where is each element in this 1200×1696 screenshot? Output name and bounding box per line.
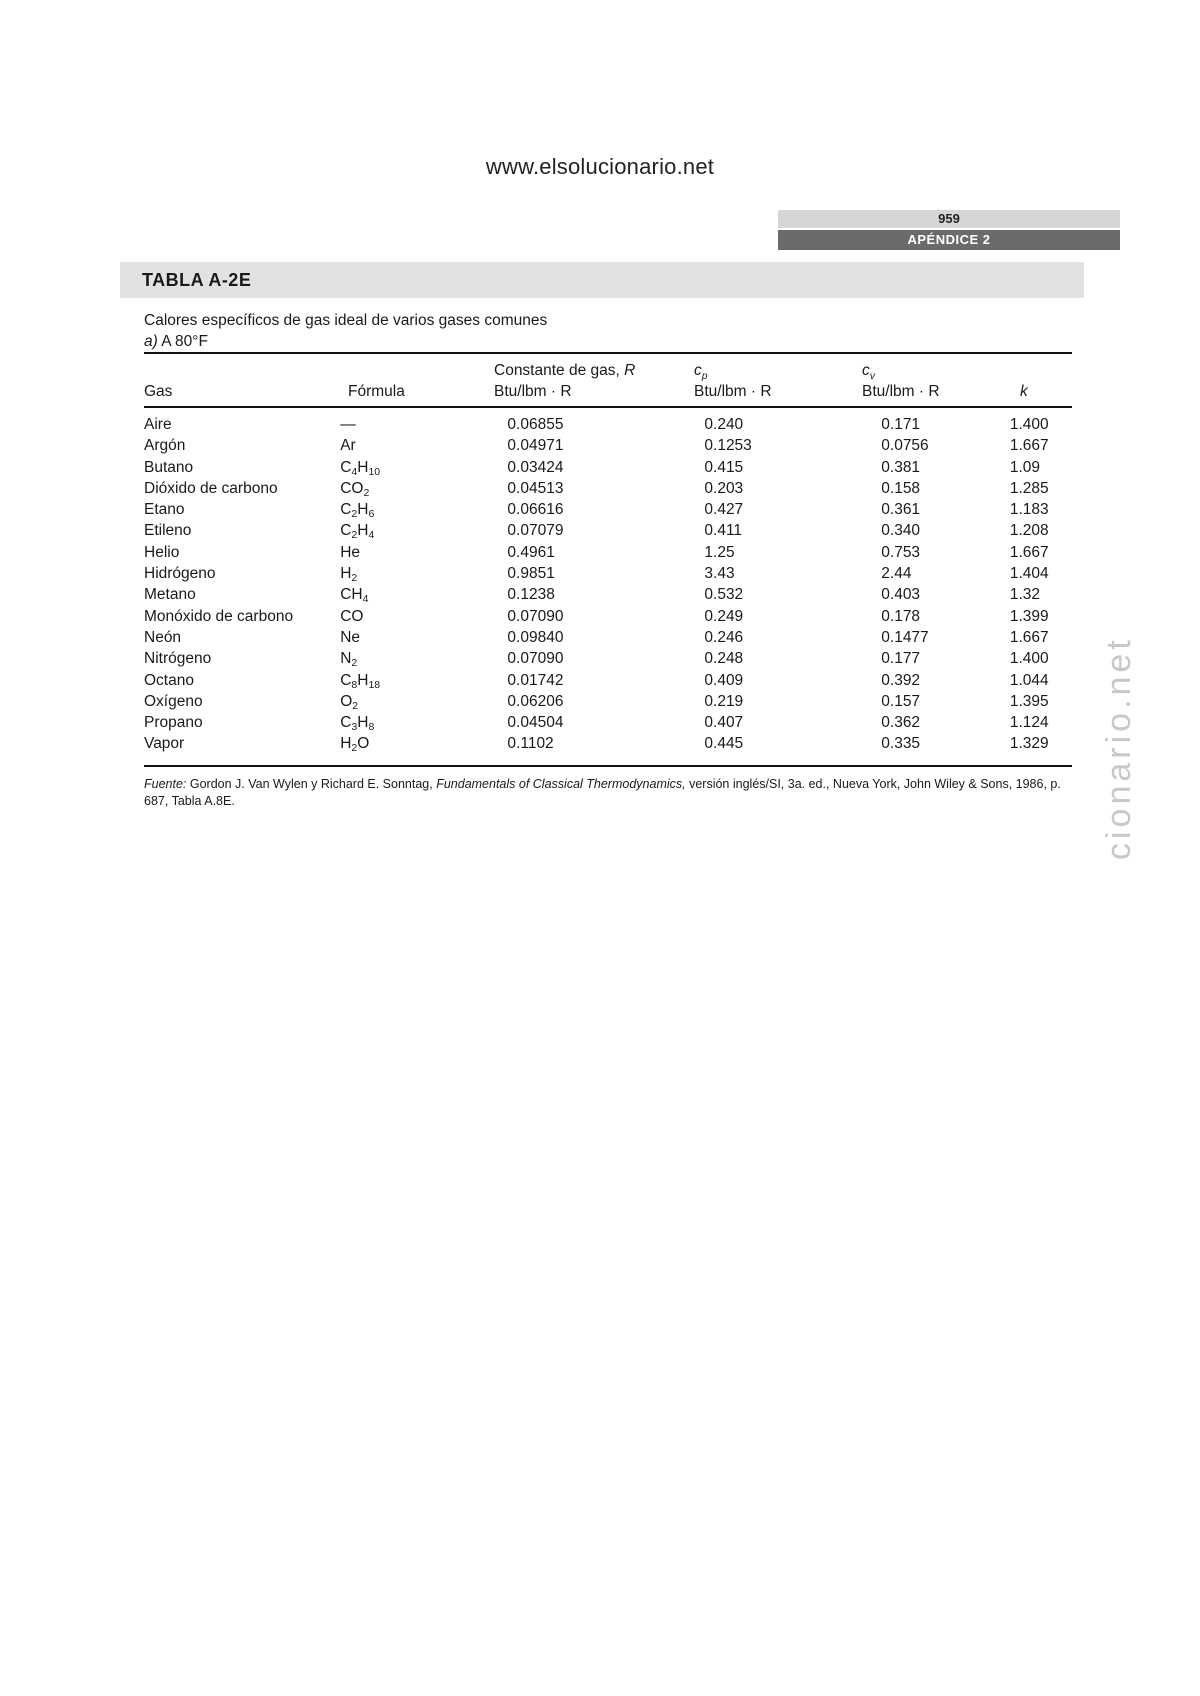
source-authors: Gordon J. Van Wylen y Richard E. Sonntag,: [189, 777, 433, 791]
formula-subscript: 8: [368, 721, 375, 734]
formula-cell: [340, 691, 481, 712]
appendix-label: APÉNDICE 2: [778, 230, 1120, 250]
cv-cell: 0.157: [881, 692, 921, 710]
gas-constant-cell: 0.1238: [507, 586, 555, 604]
gas-name-cell: Propano: [144, 714, 203, 732]
k-cell: 1.395: [1009, 692, 1049, 710]
formula-part: He: [340, 543, 361, 561]
table-row: [144, 627, 1072, 648]
cv-cell: 0.171: [881, 416, 921, 433]
formula-subscript: 4: [368, 529, 375, 542]
formula-part: H: [357, 522, 369, 540]
gas-constant-cell: 0.9851: [507, 565, 555, 583]
gas-name-cell: Helio: [144, 543, 180, 561]
formula-subscript: 2: [351, 529, 358, 542]
gas-name-cell: Butano: [144, 458, 194, 476]
formula-part: C: [340, 501, 352, 519]
formula-subscript: 2: [351, 742, 358, 755]
gas-name-cell: Nitrógeno: [144, 650, 212, 668]
formula-part: H: [357, 458, 369, 476]
table-title: TABLA A-2E: [142, 270, 252, 290]
cv-cell: 0.403: [881, 586, 921, 604]
watermark: cionario.net: [1100, 636, 1138, 860]
k-cell: 1.400: [1009, 416, 1049, 433]
gas-constant-cell: 0.04971: [507, 437, 564, 455]
table-row: [144, 542, 1072, 563]
header-rule: [144, 406, 1072, 408]
cv-cell: 0.0756: [881, 437, 929, 455]
gas-constant-cell: 0.06616: [507, 501, 564, 519]
gas-name-cell: Vapor: [144, 735, 185, 753]
formula-subscript: 2: [351, 572, 358, 585]
cp-cell: 0.409: [704, 671, 744, 689]
cv-cell: 0.753: [881, 543, 921, 561]
k-cell: 1.329: [1009, 735, 1049, 753]
k-cell: 1.404: [1009, 565, 1049, 583]
formula-subscript: 2: [351, 508, 358, 521]
header-cv-symbol: c: [862, 362, 870, 379]
formula-cell: [340, 733, 481, 754]
formula-part: H: [357, 671, 369, 689]
formula-subscript: 2: [352, 699, 359, 712]
table-row: [144, 733, 1072, 754]
gas-constant-cell: 0.07090: [507, 607, 564, 625]
header-R-symbol: R: [624, 362, 636, 379]
cv-cell: 0.340: [881, 522, 921, 540]
formula-subscript: 10: [368, 465, 381, 478]
site-url[interactable]: www.elsolucionario.net: [485, 154, 715, 179]
formula-cell: [340, 606, 481, 627]
k-cell: 1.399: [1009, 607, 1049, 625]
formula-cell: [340, 520, 481, 541]
table-row: [144, 712, 1072, 733]
cp-cell: 1.25: [704, 543, 735, 561]
gas-properties-table: [144, 414, 1072, 755]
cp-cell: 0.407: [704, 714, 744, 732]
cp-cell: 0.1253: [704, 437, 752, 455]
formula-part: H: [340, 565, 352, 583]
source-label: Fuente:: [144, 777, 187, 791]
header-formula: Fórmula: [348, 383, 405, 400]
table-caption: [144, 310, 547, 352]
formula-part: N: [340, 650, 352, 668]
formula-cell: [340, 435, 481, 456]
gas-name-cell: Octano: [144, 671, 194, 689]
table-row: [144, 584, 1072, 605]
formula-part: C: [340, 714, 352, 732]
cp-cell: 0.248: [704, 650, 744, 668]
gas-name-cell: Etileno: [144, 522, 192, 540]
k-cell: 1.09: [1009, 458, 1040, 476]
source-rest: versión inglés/SI, 3a. ed., Nueva York, John Wiley & Sons, 1986, p. 687, Tabla A.8E.: [144, 777, 1061, 808]
formula-subscript: 4: [362, 593, 369, 606]
formula-subscript: 4: [351, 465, 358, 478]
formula-part: —: [340, 416, 356, 433]
gas-name-cell: Etano: [144, 501, 185, 519]
cv-cell: 0.158: [881, 479, 921, 497]
formula-cell: [340, 627, 481, 648]
formula-part: H: [357, 714, 369, 732]
gas-constant-cell: 0.04513: [507, 479, 564, 497]
formula-part: Ar: [340, 437, 356, 455]
header-cp-sub: p: [701, 370, 708, 383]
gas-constant-cell: 0.06855: [507, 416, 564, 433]
gas-name-cell: Metano: [144, 586, 196, 604]
page-number: 959: [778, 210, 1120, 228]
cp-cell: 0.219: [704, 692, 744, 710]
table-row: [144, 435, 1072, 456]
cp-cell: 3.43: [704, 565, 735, 583]
formula-cell: [340, 542, 481, 563]
gas-constant-cell: 0.09840: [507, 628, 564, 646]
header-cv-units: Btu/lbm · R: [862, 383, 940, 400]
formula-part: C: [340, 671, 352, 689]
gas-constant-cell: 0.06206: [507, 692, 564, 710]
formula-cell: [340, 478, 481, 499]
gas-constant-cell: 0.04504: [507, 714, 564, 732]
formula-part: CO: [340, 607, 364, 625]
table-row: [144, 457, 1072, 478]
formula-subscript: 2: [363, 486, 370, 499]
subcaption-letter: a): [144, 333, 158, 350]
cv-cell: 0.335: [881, 735, 921, 753]
table-row: [144, 520, 1072, 541]
gas-constant-cell: 0.01742: [507, 671, 564, 689]
cv-cell: 0.392: [881, 671, 921, 689]
bottom-rule: [144, 765, 1072, 767]
gas-constant-cell: 0.1102: [507, 735, 554, 753]
cv-cell: 0.362: [881, 714, 921, 732]
source-note: [144, 776, 1064, 810]
formula-part: O: [340, 692, 353, 710]
k-cell: 1.667: [1009, 437, 1049, 455]
header-cv-sub: v: [869, 370, 875, 383]
subcaption: [144, 331, 547, 352]
gas-constant-cell: 0.4961: [507, 543, 555, 561]
table-title-bar: [120, 262, 1084, 298]
cv-cell: 0.178: [881, 607, 921, 625]
table-row: [144, 478, 1072, 499]
formula-part: O: [357, 735, 370, 753]
cp-cell: 0.427: [704, 501, 744, 519]
subcaption-text: A 80°F: [161, 333, 208, 350]
table-body: [144, 414, 1072, 755]
cp-cell: 0.249: [704, 607, 744, 625]
formula-subscript: 2: [351, 657, 358, 670]
table-row: [144, 606, 1072, 627]
cp-cell: 0.246: [704, 628, 744, 646]
cp-cell: 0.411: [704, 522, 743, 540]
formula-subscript: 3: [351, 721, 358, 734]
source-book: Fundamentals of Classical Thermodynamics,: [436, 777, 686, 791]
gas-name-cell: Oxígeno: [144, 692, 203, 710]
cp-cell: 0.203: [704, 479, 744, 497]
caption-text: Calores específicos de gas ideal de varios gases comunes: [144, 312, 548, 329]
table-row: [144, 691, 1072, 712]
formula-part: C: [340, 458, 352, 476]
gas-constant-cell: 0.03424: [507, 458, 564, 476]
formula-cell: [340, 414, 481, 435]
gas-constant-cell: 0.07090: [507, 650, 564, 668]
formula-subscript: 6: [368, 508, 375, 521]
formula-part: CH: [340, 586, 363, 604]
cv-cell: 0.361: [881, 501, 921, 519]
cv-cell: 0.381: [881, 458, 921, 476]
header-cp-symbol: c: [694, 362, 702, 379]
header-cp-units: Btu/lbm · R: [694, 383, 772, 400]
k-cell: 1.044: [1009, 671, 1049, 689]
cp-cell: 0.532: [704, 586, 744, 604]
formula-cell: [340, 563, 481, 584]
table-row: [144, 499, 1072, 520]
k-cell: 1.285: [1009, 479, 1049, 497]
gas-name-cell: Hidrógeno: [144, 565, 216, 583]
gas-name-cell: Monóxido de carbono: [144, 607, 294, 625]
formula-cell: [340, 670, 481, 691]
formula-subscript: 18: [368, 678, 381, 691]
table-row: [144, 648, 1072, 669]
formula-part: Ne: [340, 628, 361, 646]
cp-cell: 0.240: [704, 416, 744, 433]
cv-cell: 2.44: [881, 565, 912, 583]
header-gas: Gas: [144, 383, 173, 400]
k-cell: 1.667: [1009, 628, 1049, 646]
formula-part: H: [340, 735, 352, 753]
formula-part: H: [357, 501, 369, 519]
header-R-title: [494, 360, 635, 381]
gas-name-cell: Neón: [144, 628, 182, 646]
formula-cell: [340, 648, 481, 669]
cv-cell: 0.1477: [881, 628, 929, 646]
header-k: [1020, 381, 1028, 402]
k-cell: 1.124: [1009, 714, 1049, 732]
formula-cell: [340, 457, 481, 478]
table-row: [144, 414, 1072, 435]
cv-cell: 0.177: [881, 650, 921, 668]
formula-part: CO: [340, 479, 364, 497]
header-R-units: Btu/lbm · R: [494, 383, 572, 400]
k-cell: 1.183: [1009, 501, 1049, 519]
k-cell: 1.208: [1009, 522, 1049, 540]
table-row: [144, 670, 1072, 691]
gas-name-cell: Dióxido de carbono: [144, 479, 278, 497]
gas-constant-cell: 0.07079: [507, 522, 564, 540]
formula-part: C: [340, 522, 352, 540]
gas-name-cell: Aire: [144, 416, 172, 433]
table-row: [144, 563, 1072, 584]
formula-cell: [340, 712, 481, 733]
header-k-symbol: k: [1020, 383, 1028, 400]
k-cell: 1.32: [1009, 586, 1040, 604]
formula-cell: [340, 584, 481, 605]
gas-name-cell: Argón: [144, 437, 186, 455]
k-cell: 1.667: [1009, 543, 1049, 561]
top-rule: [144, 352, 1072, 354]
cp-cell: 0.445: [704, 735, 744, 753]
formula-subscript: 8: [351, 678, 358, 691]
formula-cell: [340, 499, 481, 520]
header-R-label: Constante de gas,: [494, 362, 620, 379]
k-cell: 1.400: [1009, 650, 1049, 668]
cp-cell: 0.415: [704, 458, 744, 476]
